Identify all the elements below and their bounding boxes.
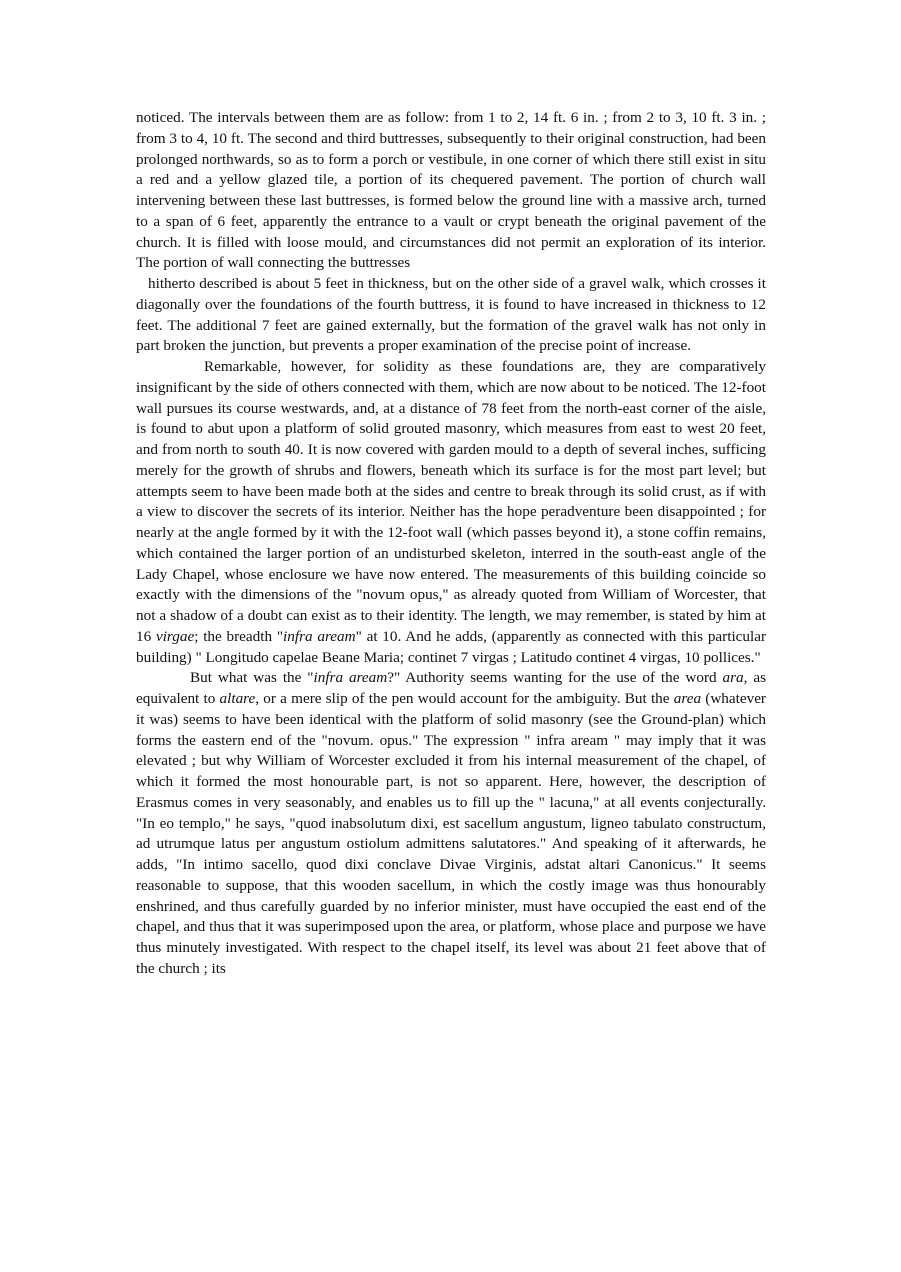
paragraph-1-text-b: hitherto described is about 5 feet in thickness, but on the other side of a gravel walk, which crosses it diagonally over the foundations of the fourth buttress, it is found to have increased in thickness to 12 feet. The additional 7 feet are gained externally, but the formation of the gravel walk has not only in part broken the junction, but prevents a proper examination of the precise point of increase.	[136, 275, 766, 355]
paragraph-2-infra-aream: infra aream	[283, 627, 356, 645]
paragraph-2	[136, 357, 766, 668]
paragraph-1	[136, 108, 766, 357]
paragraph-3-text-a: But what was the "	[190, 669, 314, 687]
paragraph-3-text-c: , as equivalent to	[136, 669, 767, 707]
paragraph-2-virgae: virgae	[155, 627, 195, 645]
paragraph-3-text-b: ?" Authority seems wanting for the use of the word	[387, 669, 723, 687]
paragraph-3-infra-aream: infra aream	[313, 669, 388, 687]
paragraph-3-text-d: , or a mere slip of the pen would account for the ambiguity. But the	[255, 690, 674, 707]
paragraph-2-text-a: Remarkable, however, for solidity as these foundations are, they are comparatively insignificant by the side of others connected with them, which are now about to be noticed. The 12-foot wall pursues its course westwards, and, at a distance of 78 feet from the north-east corner of the aisle, is found to abut upon a platform of solid grouted masonry, which measures from east to west 20 feet, and from north to south 40. It is now covered with garden mould to a depth of several inches, sufficing merely for the growth of shrubs and flowers, beneath which its surface is for the most part level; but attempts seem to have been made both at the sides and centre to break through its solid crust, as if with a view to discover the secrets of its interior. Neither has the hope peradventure been disappointed ; for nearly at the angle formed by it with the 12-foot wall (which passes beyond it), a stone coffin remains, which contained the larger portion of an undisturbed skeleton, interred in the south-east angle of the Lady Chapel, whose enclosure we have now entered. The measurements of this building coincide so exactly with the dimensions of the "novum opus," as already quoted from William of Worcester, that not a shadow of a doubt can exist as to their identity. The length, we may remember, is stated by him at 16	[136, 358, 766, 645]
paragraph-3-altare: altare	[219, 690, 256, 707]
body-text	[136, 108, 766, 980]
paragraph-1-text-a: noticed. The intervals between them are as follow: from 1 to 2, 14 ft. 6 in. ; from 2 to 3, 10 ft. 3 in. ; from 3 to 4, 10 ft. The second and third buttresses, subsequently to their original construction, had been prolonged northwards, so as to form a porch or vestibule, in one corner of which there still exist in situ a red and a yellow glazed tile, a portion of its chequered pavement. The portion of church wall intervening between these last buttresses, is formed below the ground line with a massive arch, turned to a span of 6 feet, apparently the entrance to a vault or crypt beneath the original pavement of the church. It is filled with loose mould, and circumstances did not permit an exploration of its interior. The portion of wall connecting the buttresses	[136, 109, 766, 272]
paragraph-2-text-c: ; the breadth "	[194, 627, 284, 645]
paragraph-3-area: area	[673, 690, 702, 707]
paragraph-3-text-e: (whatever it was) seems to have been identical with the platform of solid masonry (see the Ground-plan) which forms the eastern end of the "novum. opus." The expression " infra aream " may imply that it was elevated ; but why William of Worcester excluded it from his internal measurement of the chapel, of which it formed the most honourable part, is not so apparent. Here, however, the description of Erasmus comes in very seasonably, and enables us to fill up the " lacuna," at all events conjecturally. "In eo templo," he says, "quod inabsolutum dixi, est sacellum angustum, ligneo tabulato constructum, ad utrumque latus per angustum ostiolum admittens salutatores." And speaking of it afterwards, he adds, "In intimo sacello, quod dixi conclave Divae Virginis, adstat altari Canonicus." It seems reasonable to suppose, that this wooden sacellum, in which the costly image was thus honourably enshrined, and thus carefully guarded by no inferior minister, must have occupied the east end of the chapel, and thus that it was superimposed upon the area, or platform, whose place and purpose we have thus minutely investigated. With respect to the chapel itself, its level was about 21 feet above that of the church ; its	[136, 690, 766, 977]
paragraph-3	[136, 668, 766, 979]
paragraph-3-ara: ara	[722, 669, 744, 687]
paragraph-2-text-d: " at 10. And he adds, (apparently as connected with this particular building) " Longitudo capelae Beane Maria; continet 7 virgas ; Latitudo continet 4 virgas, 10 pollices."	[136, 627, 767, 666]
